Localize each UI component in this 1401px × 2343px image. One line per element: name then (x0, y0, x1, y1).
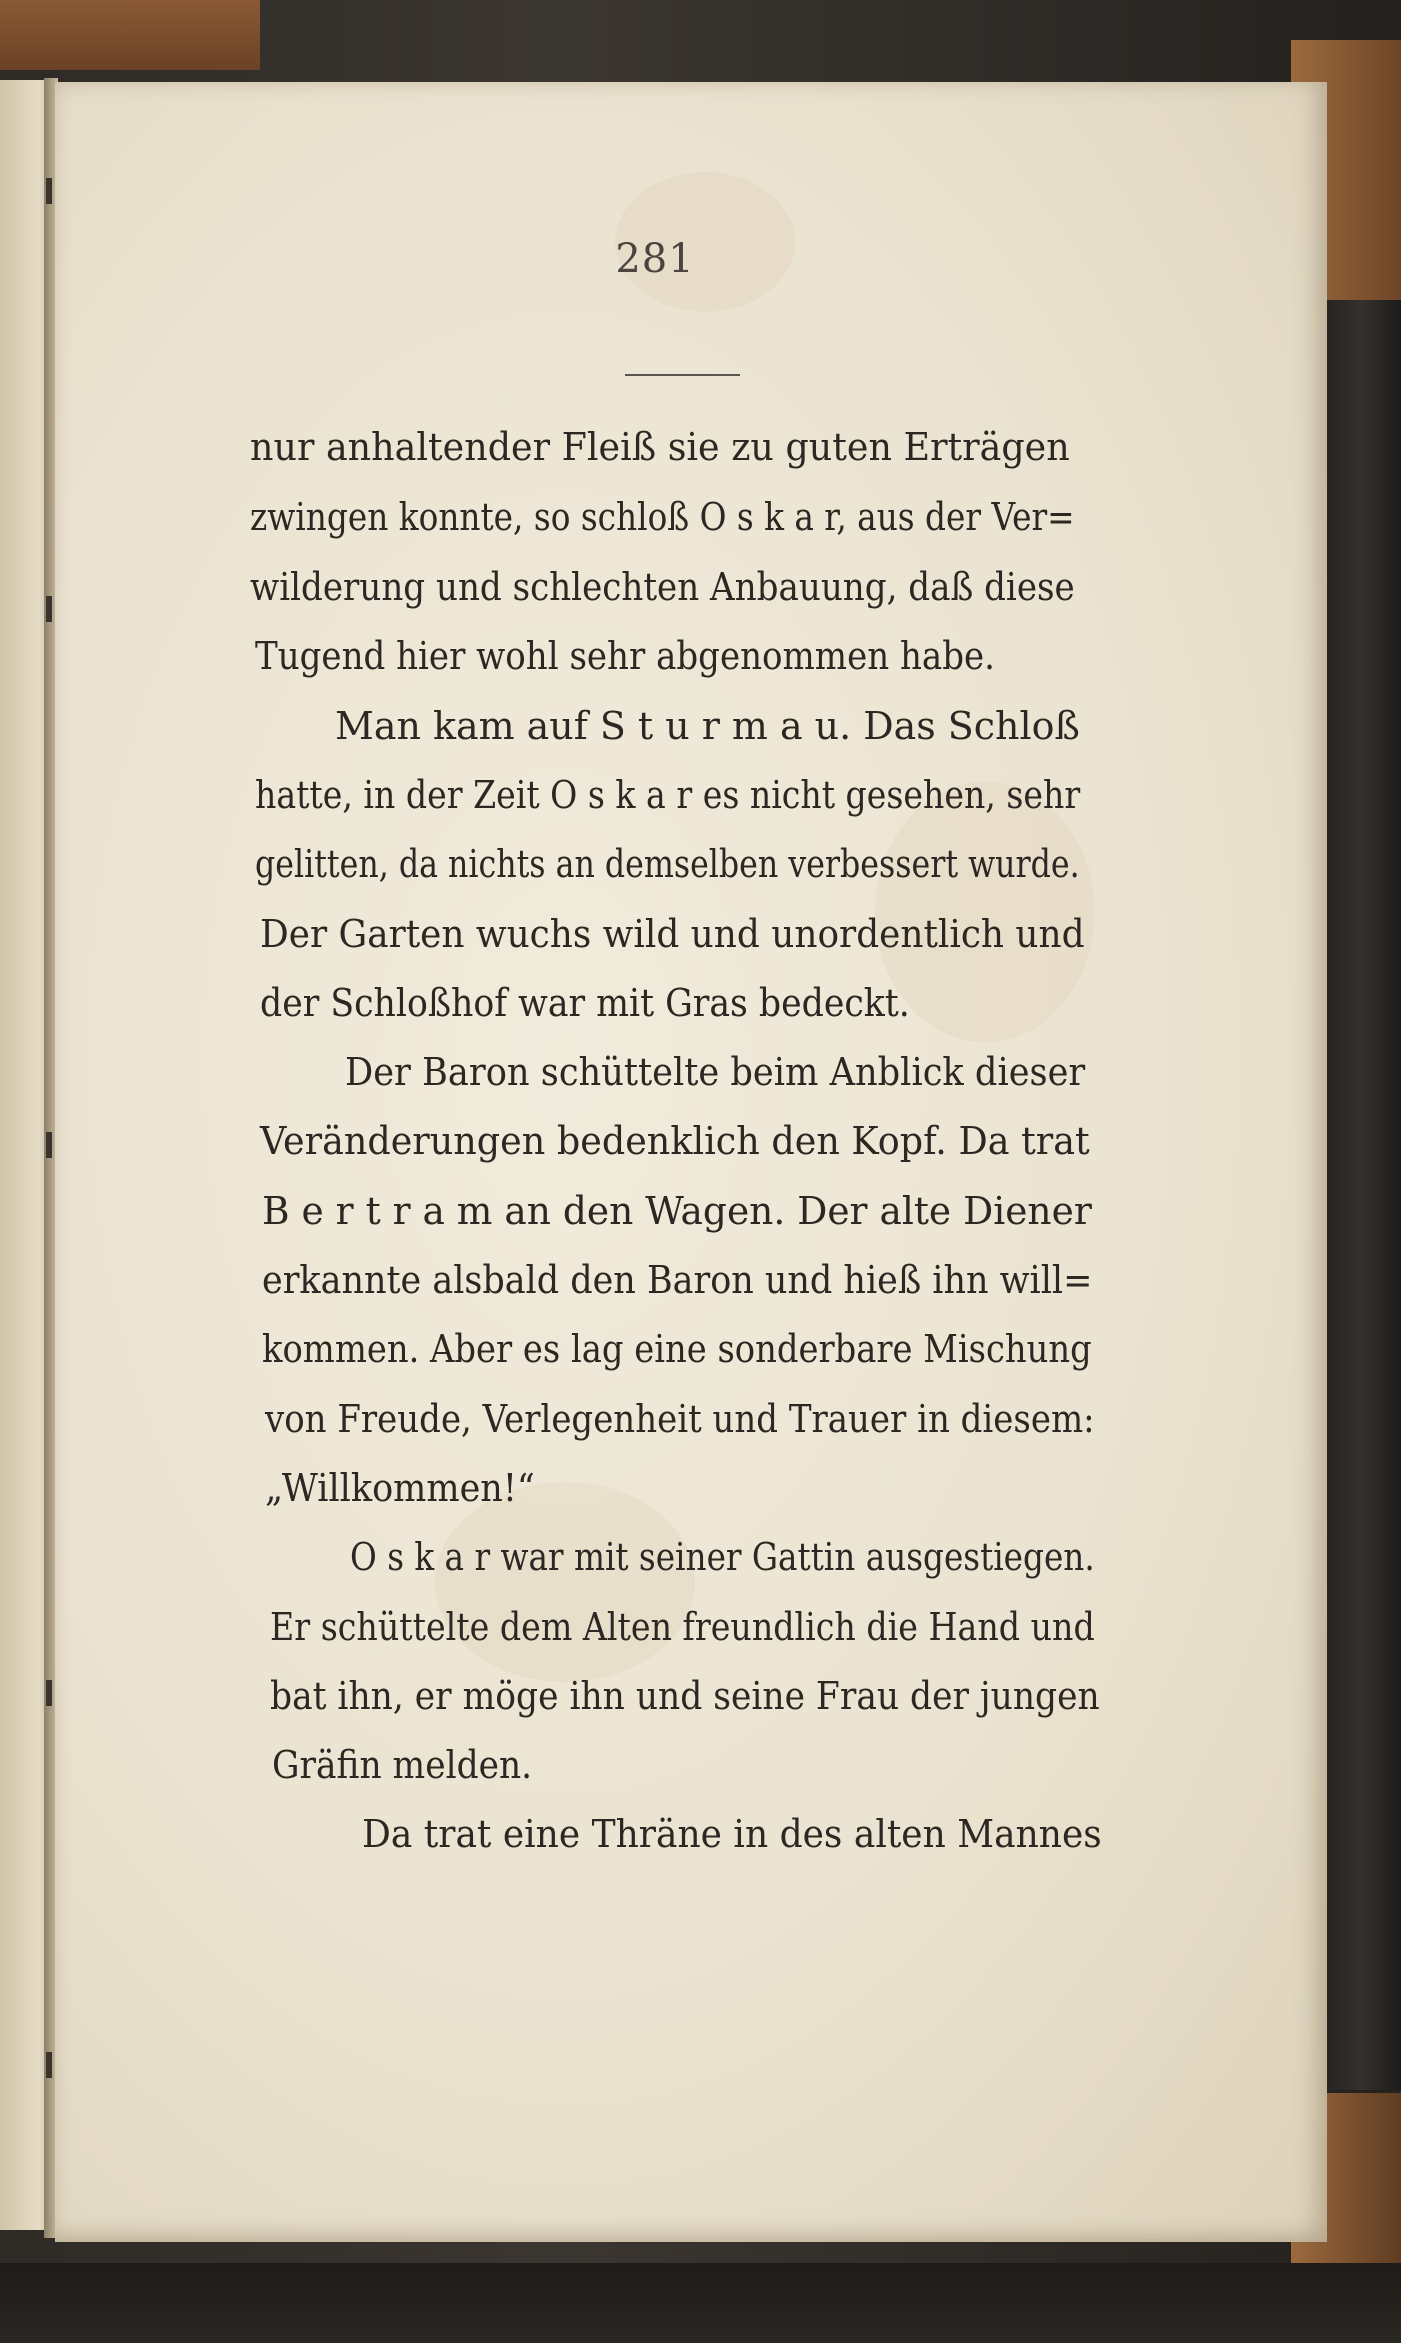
sewing-mark (46, 178, 52, 204)
text-line: Der Baron schüttelte beim Anblick dieser (345, 1050, 1086, 1094)
text-line: Gräfin melden. (272, 1743, 533, 1787)
text-line: nur anhaltender Fleiß sie zu guten Erträgen (250, 425, 1070, 469)
sewing-mark (46, 1132, 52, 1158)
text-line: der Schloßhof war mit Gras bedeckt. (260, 981, 910, 1025)
text-line: gelitten, da nichts an demselben verbessert wurde. (255, 842, 1080, 886)
cover-board-bottom (0, 2263, 1401, 2343)
text-line: Er schüttelte dem Alten freundlich die Hand und (270, 1605, 1095, 1649)
sewing-mark (46, 1680, 52, 1706)
page-number-rule (625, 374, 740, 376)
text-line: „Willkommen!“ (265, 1466, 535, 1510)
text-line: Tugend hier wohl sehr abgenommen habe. (255, 634, 995, 678)
text-line: hatte, in der Zeit O s k a r es nicht gesehen, sehr (255, 773, 1081, 817)
text-line: B e r t r a m an den Wagen. Der alte Diener (262, 1189, 1092, 1233)
paper-stain (435, 1482, 695, 1682)
text-line: wilderung und schlechten Anbauung, daß diese (250, 565, 1075, 609)
text-line: von Freude, Verlegenheit und Trauer in diesem: (265, 1397, 1095, 1441)
page-number: 281 (615, 236, 695, 282)
text-line: bat ihn, er möge ihn und seine Frau der jungen (270, 1674, 1100, 1718)
text-line: Der Garten wuchs wild und unordentlich und (260, 912, 1085, 956)
text-line: erkannte alsbald den Baron und hieß ihn will= (262, 1258, 1093, 1302)
sewing-mark (46, 596, 52, 622)
sewing-mark (46, 2052, 52, 2078)
text-line: Veränderungen bedenklich den Kopf. Da trat (260, 1119, 1090, 1163)
text-line: Man kam auf S t u r m a u. Das Schloß (335, 704, 1080, 748)
text-line: kommen. Aber es lag eine sonderbare Mischung (262, 1327, 1092, 1371)
leather-corner-top-left (0, 0, 260, 70)
text-line: Da trat eine Thräne in des alten Mannes (362, 1812, 1102, 1856)
text-line: O s k a r war mit seiner Gattin ausgestiegen. (350, 1535, 1095, 1579)
text-line: zwingen konnte, so schloß O s k a r, aus der Ver= (250, 495, 1075, 539)
